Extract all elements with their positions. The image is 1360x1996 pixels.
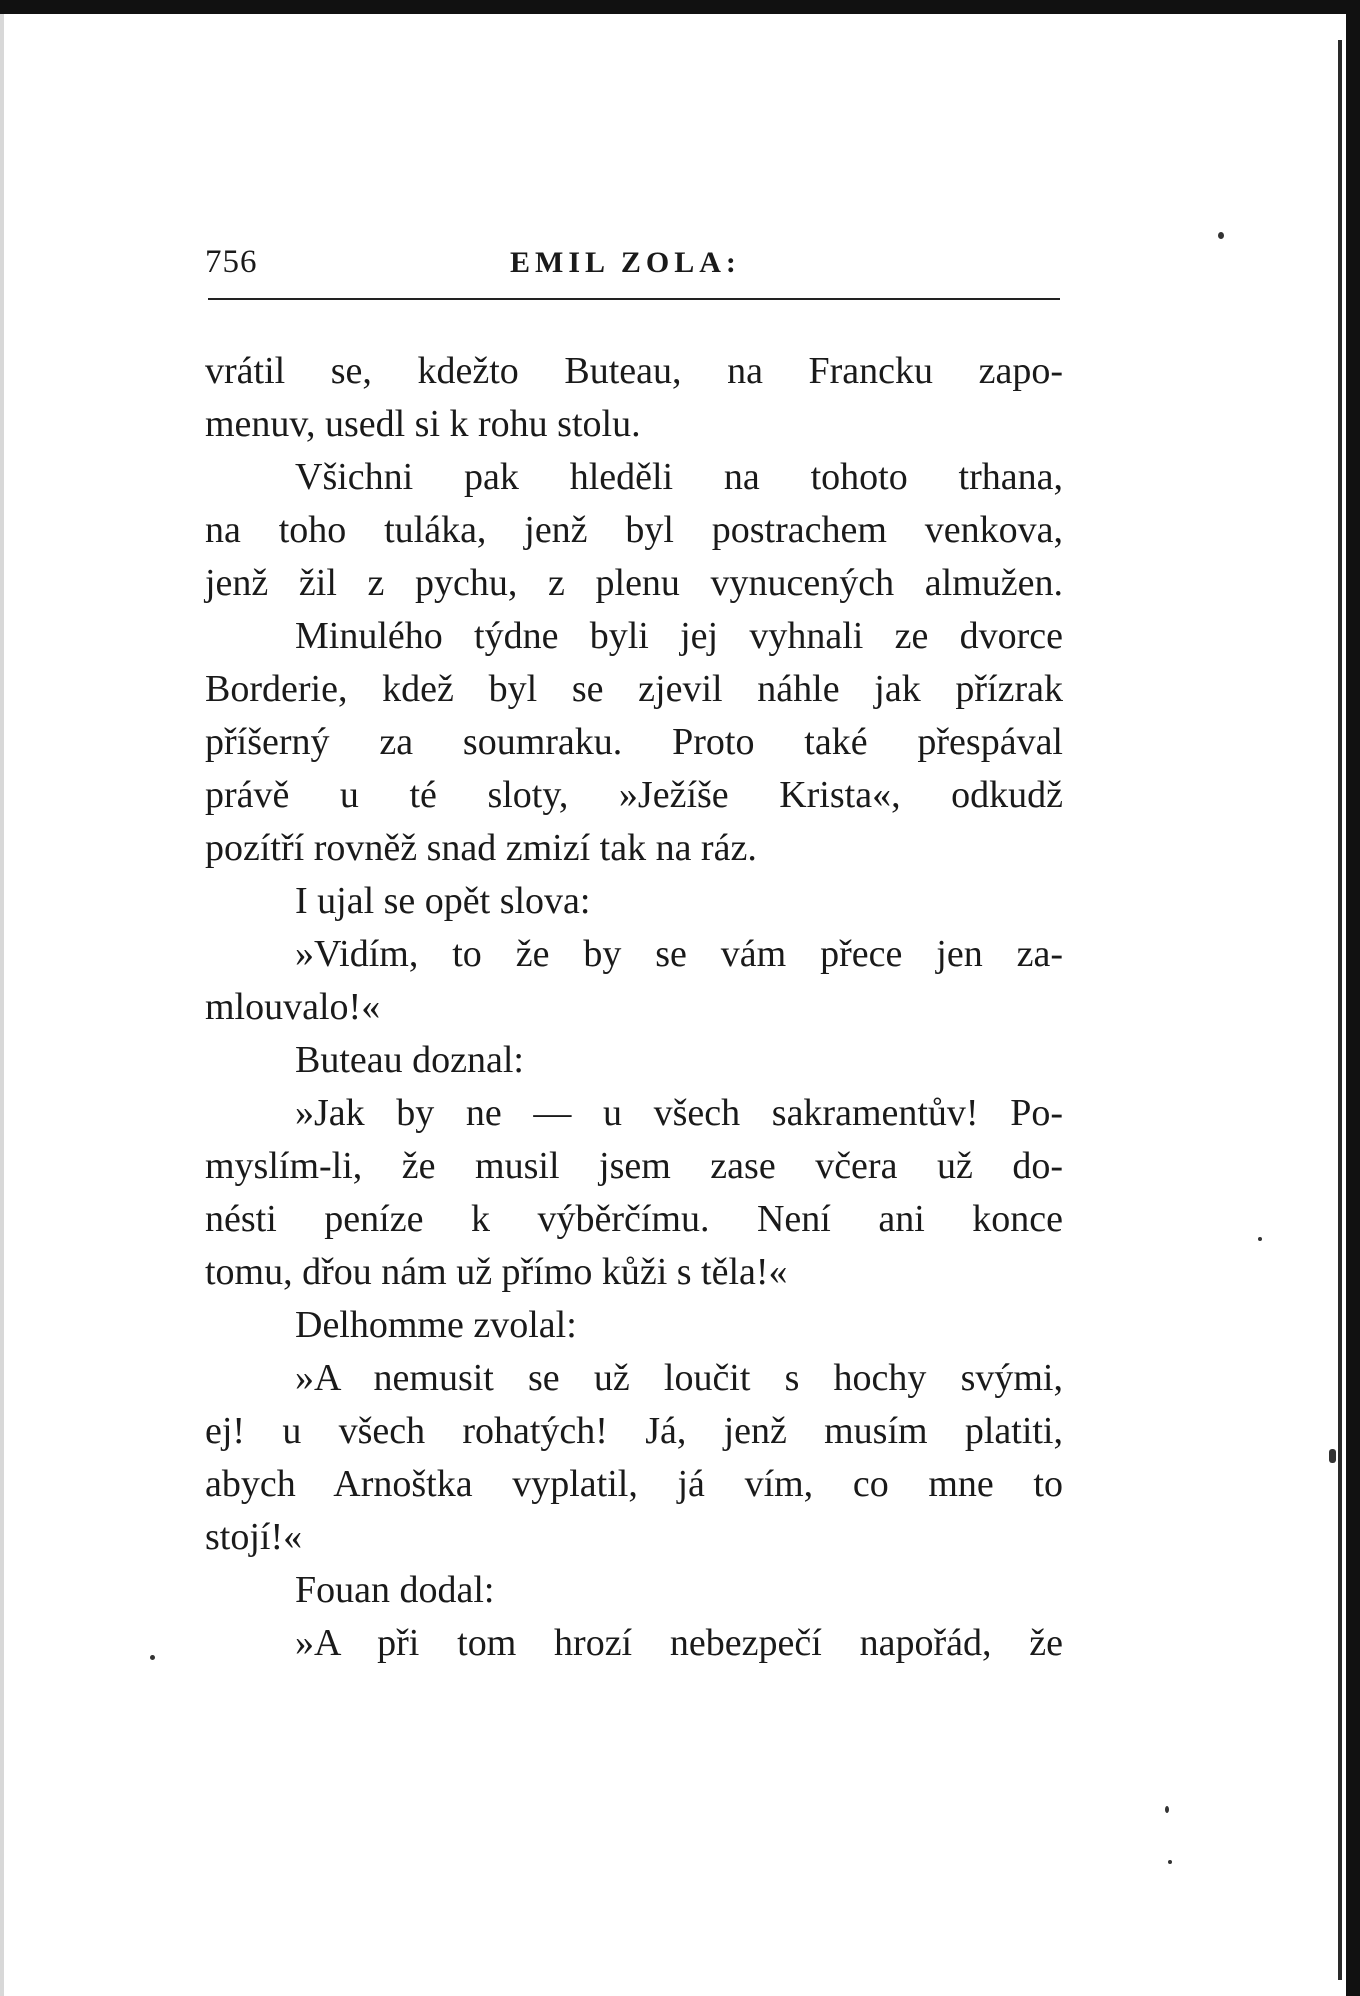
running-head: EMIL ZOLA: bbox=[510, 246, 741, 279]
text-line: »Vidím, to že by se vám přece jen za- bbox=[295, 933, 1063, 975]
scan-speck bbox=[1218, 232, 1224, 239]
text-line: příšerný za soumraku. Proto také přespával bbox=[205, 721, 1063, 763]
text-line: Všichni pak hleděli na tohoto trhana, bbox=[295, 456, 1063, 498]
body-text bbox=[205, 345, 1063, 1670]
text-line: Buteau doznal: bbox=[295, 1039, 524, 1081]
text-line: nésti peníze k výběrčímu. Není ani konce bbox=[205, 1198, 1063, 1240]
page-edge-shadow bbox=[1338, 40, 1342, 1980]
text-line: právě u té sloty, »Ježíše Krista«, odkudž bbox=[205, 774, 1063, 816]
scan-speck bbox=[1258, 1237, 1262, 1241]
text-line: vrátil se, kdežto Buteau, na Francku zapo- bbox=[205, 350, 1063, 392]
text-line: I ujal se opět slova: bbox=[295, 880, 591, 922]
text-line: Delhomme zvolal: bbox=[295, 1304, 577, 1346]
text-line: menuv, usedl si k rohu stolu. bbox=[205, 403, 641, 445]
scan-speck bbox=[1165, 1806, 1169, 1813]
text-line: Borderie, kdež byl se zjevil náhle jak přízrak bbox=[205, 668, 1063, 710]
text-line: abych Arnoštka vyplatil, já vím, co mne to bbox=[205, 1463, 1063, 1505]
text-line: pozítří rovněž snad zmizí tak na ráz. bbox=[205, 827, 757, 869]
page-number: 756 bbox=[205, 244, 258, 280]
text-line: myslím-li, že musil jsem zase včera už do- bbox=[205, 1145, 1063, 1187]
text-line: Fouan dodal: bbox=[295, 1569, 495, 1611]
text-line: »A nemusit se už loučit s hochy svými, bbox=[295, 1357, 1063, 1399]
text-line: jenž žil z pychu, z plenu vynucených almužen. bbox=[205, 562, 1063, 604]
scan-border-top bbox=[0, 0, 1360, 14]
text-line: na toho tuláka, jenž byl postrachem venkova, bbox=[205, 509, 1063, 551]
scan-speck bbox=[1168, 1860, 1172, 1864]
scan-speck bbox=[1329, 1449, 1336, 1463]
page-header bbox=[205, 240, 1060, 296]
text-line: ej! u všech rohatých! Já, jenž musím platiti, bbox=[205, 1410, 1063, 1452]
text-line: tomu, dřou nám už přímo kůži s těla!« bbox=[205, 1251, 788, 1293]
text-line: stojí!« bbox=[205, 1516, 303, 1558]
header-rule bbox=[208, 298, 1060, 300]
text-line: »A při tom hrozí nebezpečí napořád, že bbox=[295, 1622, 1063, 1664]
scan-border-right bbox=[1346, 0, 1360, 1996]
text-line: »Jak by ne — u všech sakramentův! Po- bbox=[295, 1092, 1063, 1134]
text-line: mlouvalo!« bbox=[205, 986, 381, 1028]
scan-edge-left bbox=[0, 14, 4, 1996]
text-line: Minulého týdne byli jej vyhnali ze dvorce bbox=[295, 615, 1063, 657]
scan-speck bbox=[150, 1655, 155, 1660]
